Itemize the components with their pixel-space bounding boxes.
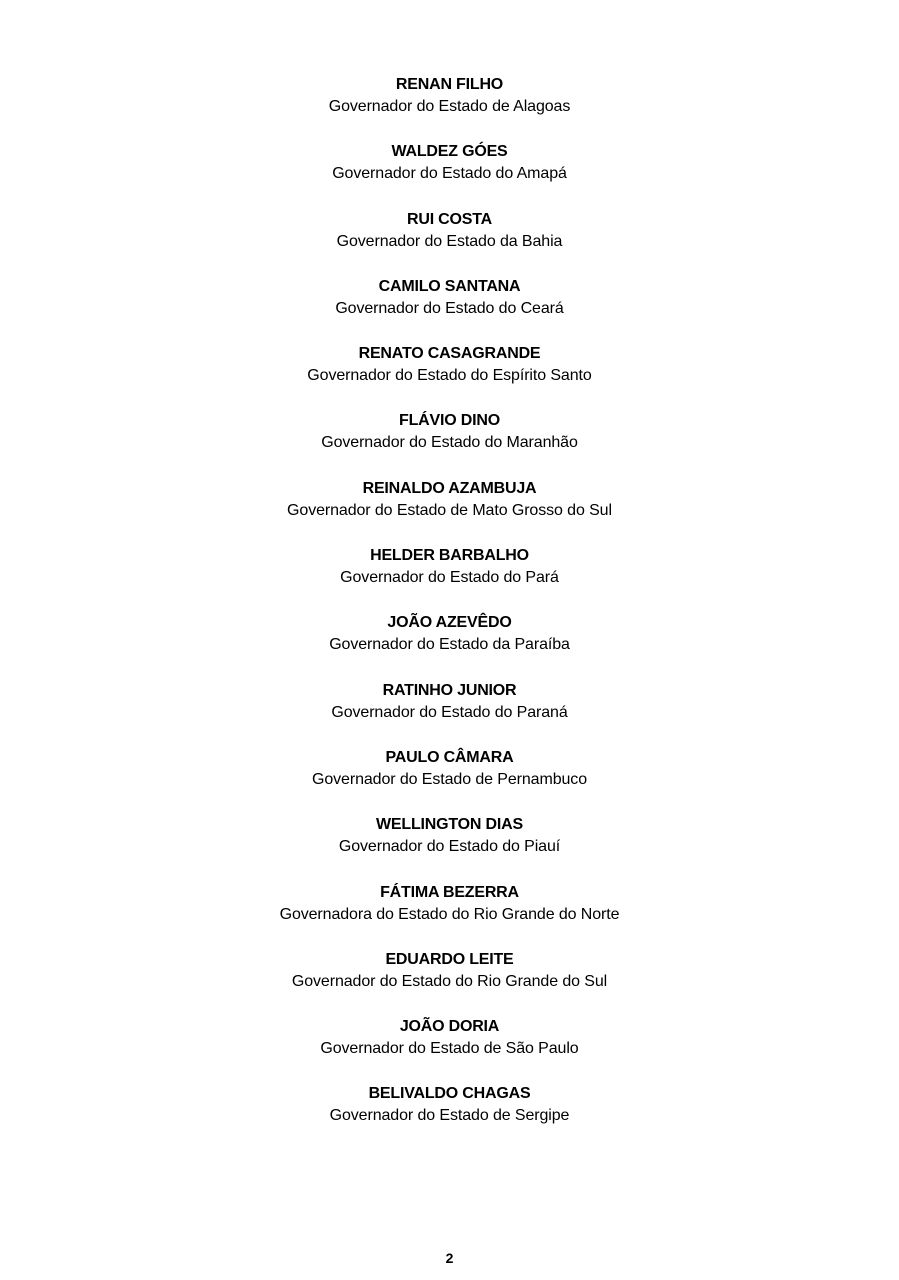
signatory-name: RENATO CASAGRANDE [358, 345, 541, 363]
signatory-name: PAULO CÂMARA [385, 748, 514, 766]
signatory-role: Governador do Estado do Piauí [338, 838, 561, 856]
signatory-role: Governador do Estado do Amapá [332, 165, 567, 183]
signatory-role: Governador do Estado do Ceará [335, 299, 564, 317]
signatory-block [0, 545, 899, 612]
signatory-name: REINALDO AZAMBUJA [362, 479, 537, 497]
signatory-role: Governador do Estado de Alagoas [328, 98, 571, 115]
page-number: 2 [445, 1250, 454, 1266]
signatory-role: Governador do Estado do Pará [340, 569, 559, 587]
signatory-role: Governador do Estado de Pernambuco [312, 770, 587, 788]
signatory-block [0, 209, 899, 276]
signatory-name: EDUARDO LEITE [385, 950, 514, 968]
signatory-block [0, 74, 899, 141]
signatory-role: Governador do Estado do Paraná [331, 703, 568, 721]
signatory-name: CAMILO SANTANA [378, 277, 521, 295]
signatory-role: Governador do Estado de Sergipe [329, 1107, 570, 1125]
signatory-block [0, 478, 899, 545]
signatory-name: WALDEZ GÓES [391, 143, 508, 161]
signatory-block [0, 276, 899, 343]
signatory-block [0, 1083, 899, 1150]
signatory-block [0, 814, 899, 881]
signatory-block [0, 949, 899, 1016]
signatory-block [0, 141, 899, 208]
signatory-role: Governador do Estado de Mato Grosso do Sul [287, 501, 612, 519]
signatory-block [0, 882, 899, 949]
signatory-role: Governador do Estado do Rio Grande do Sul [291, 972, 608, 990]
signatory-name: JOÃO DORIA [399, 1018, 500, 1036]
signatory-block [0, 1016, 899, 1083]
signatory-name: RATINHO JUNIOR [382, 681, 517, 699]
signatory-block [0, 612, 899, 679]
signatory-list [0, 74, 899, 1151]
signatory-name: FÁTIMA BEZERRA [380, 883, 519, 901]
signatory-name: BELIVALDO CHAGAS [368, 1085, 531, 1103]
signatory-role: Governadora do Estado do Rio Grande do Norte [279, 905, 620, 923]
signatory-role: Governador do Estado de São Paulo [320, 1040, 579, 1058]
signatory-name: RUI COSTA [406, 210, 492, 228]
signatory-name: RENAN FILHO [395, 76, 504, 93]
signatory-block [0, 343, 899, 410]
signatory-role: Governador do Estado do Espírito Santo [307, 367, 592, 385]
signatory-block [0, 410, 899, 477]
signatory-name: FLÁVIO DINO [399, 412, 500, 430]
signatory-role: Governador do Estado da Bahia [336, 232, 563, 250]
signatory-name: JOÃO AZEVÊDO [387, 614, 512, 632]
signatory-block [0, 680, 899, 747]
signatory-name: WELLINGTON DIAS [376, 816, 523, 834]
signatory-role: Governador do Estado da Paraíba [329, 636, 570, 654]
signatory-name: HELDER BARBALHO [370, 547, 529, 565]
signatory-block [0, 747, 899, 814]
signatory-role: Governador do Estado do Maranhão [321, 434, 578, 452]
